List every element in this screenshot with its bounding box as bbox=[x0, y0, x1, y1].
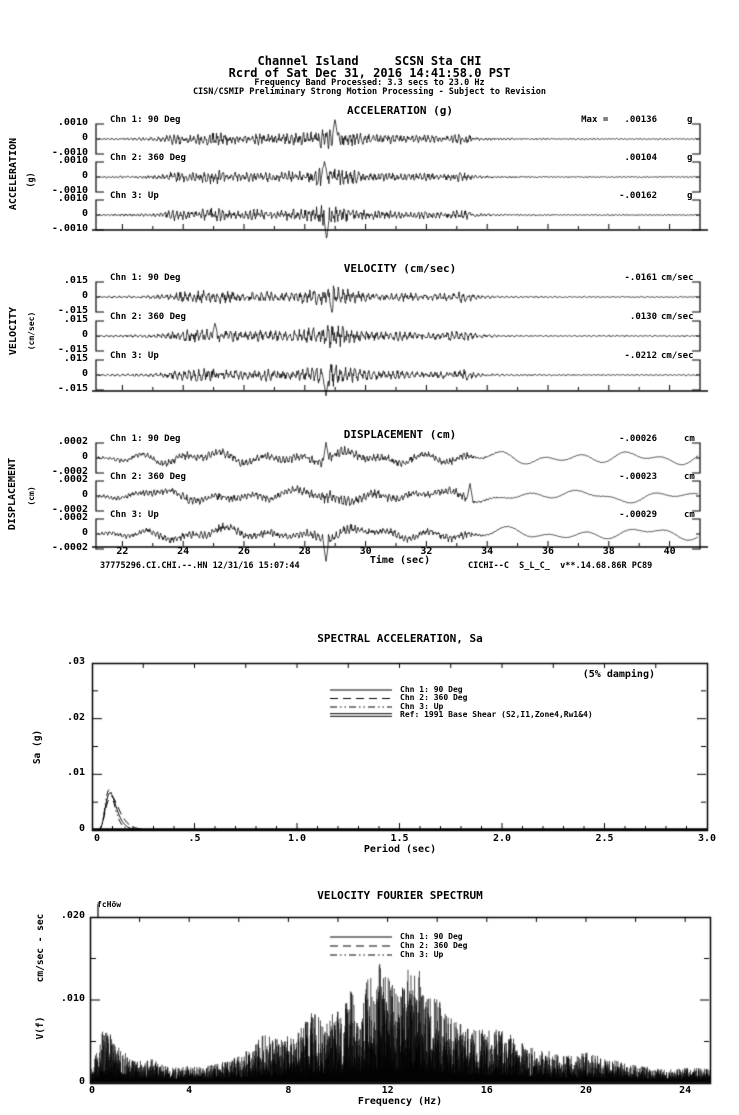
x-tick-label: 34 bbox=[481, 546, 494, 557]
y-tick-label: -.015 bbox=[57, 344, 88, 355]
legend-label: Chn 1: 90 Deg bbox=[400, 931, 463, 941]
processing-disclaimer: CISN/CSMIP Preliminary Strong Motion Processing - Subject to Revision bbox=[192, 87, 547, 97]
y-tick-label: -.015 bbox=[57, 383, 88, 394]
fourier-ylabel-fn: V(f) bbox=[35, 1016, 47, 1040]
x-tick-label: 2.0 bbox=[492, 833, 512, 844]
y-tick-label: -.0002 bbox=[51, 466, 88, 477]
y-tick-label: .02 bbox=[66, 711, 85, 723]
x-tick-label: 2.5 bbox=[595, 833, 614, 844]
y-tick-label: .020 bbox=[60, 910, 85, 921]
channel-label: Chn 2: 360 Deg bbox=[110, 312, 186, 322]
acceleration-title: ACCELERATION (g) bbox=[347, 104, 453, 117]
y-tick-label: -.0002 bbox=[51, 504, 88, 515]
x-tick-label: 12 bbox=[381, 1085, 394, 1096]
processing-code-footer: CICHI--C S_L_C_ v**.14.68.86R PC89 bbox=[468, 561, 653, 571]
acceleration-axis-unit: (g) bbox=[26, 172, 37, 188]
x-tick-label: 26 bbox=[237, 546, 251, 557]
fourier-plot-title: VELOCITY FOURIER SPECTRUM bbox=[317, 889, 483, 902]
peak-value-label: .00104 bbox=[624, 153, 657, 163]
x-tick-label: 36 bbox=[541, 546, 555, 557]
channel-label: Chn 3: Up bbox=[110, 191, 159, 201]
peak-unit-label: g bbox=[687, 153, 693, 163]
x-tick-label: 0 bbox=[93, 833, 101, 844]
legend-label: Chn 3: Up bbox=[400, 949, 444, 959]
displacement-title: DISPLACEMENT (cm) bbox=[343, 428, 457, 441]
channel-label: Chn 1: 90 Deg bbox=[110, 434, 181, 444]
y-tick-label: .0002 bbox=[57, 474, 88, 485]
peak-unit-label: cm/sec bbox=[661, 273, 694, 283]
station-title: Channel Island SCSN Sta CHI bbox=[257, 54, 482, 68]
y-tick-label: -.0010 bbox=[51, 223, 88, 234]
peak-unit-label: cm bbox=[684, 434, 695, 444]
x-tick-label: 40 bbox=[663, 546, 676, 557]
y-tick-label: 0 bbox=[78, 1076, 85, 1087]
y-tick-label: -.015 bbox=[57, 305, 88, 316]
velocity-title: VELOCITY (cm/sec) bbox=[343, 262, 457, 275]
damping-note: (5% damping) bbox=[582, 669, 655, 680]
x-tick-label: 38 bbox=[602, 546, 615, 557]
fc-corner-label: fcHöw bbox=[97, 900, 122, 909]
y-tick-label: 0 bbox=[81, 451, 88, 462]
y-tick-label: 0 bbox=[81, 368, 88, 379]
y-tick-label: -.0010 bbox=[51, 147, 88, 158]
sa-xlabel: Period (sec) bbox=[363, 844, 437, 855]
y-tick-label: .0010 bbox=[57, 117, 88, 128]
channel-label: Chn 3: Up bbox=[110, 351, 159, 361]
channel-label: Chn 1: 90 Deg bbox=[110, 273, 181, 283]
x-tick-label: 1.5 bbox=[390, 833, 409, 844]
y-tick-label: .01 bbox=[66, 767, 85, 779]
peak-value-label: -.0212 bbox=[624, 351, 657, 361]
legend-label: Chn 1: 90 Deg bbox=[400, 684, 463, 694]
record-id-footer: 37775296.CI.CHI.--.HN 12/31/16 15:07:44 bbox=[100, 561, 300, 571]
x-tick-label: 30 bbox=[359, 546, 372, 557]
y-tick-label: -.0010 bbox=[51, 185, 88, 196]
y-tick-label: .0002 bbox=[57, 436, 88, 447]
peak-value-label: -.00023 bbox=[619, 472, 657, 482]
peak-value-label: -.00162 bbox=[619, 191, 657, 201]
x-tick-label: 8 bbox=[285, 1085, 292, 1096]
y-tick-label: .0010 bbox=[57, 193, 88, 204]
peak-unit-label: cm bbox=[684, 510, 695, 520]
peak-unit-label: cm bbox=[684, 472, 695, 482]
y-tick-label: 0 bbox=[78, 823, 85, 834]
x-tick-label: 0 bbox=[88, 1085, 96, 1096]
x-tick-label: 3.0 bbox=[697, 833, 717, 844]
y-tick-label: 0 bbox=[81, 132, 88, 143]
y-tick-label: .0002 bbox=[57, 512, 88, 523]
y-tick-label: 0 bbox=[81, 170, 88, 181]
peak-unit-label: g bbox=[687, 115, 693, 125]
x-tick-label: 32 bbox=[420, 546, 433, 557]
x-tick-label: 4 bbox=[186, 1085, 193, 1096]
x-tick-label: 24 bbox=[679, 1085, 692, 1096]
x-tick-label: 28 bbox=[298, 546, 311, 557]
y-tick-label: 0 bbox=[81, 208, 88, 219]
legend-label: Chn 3: Up bbox=[400, 701, 444, 711]
legend-label: Chn 2: 360 Deg bbox=[400, 693, 468, 702]
y-tick-label: .015 bbox=[63, 314, 88, 325]
y-tick-label: 0 bbox=[81, 290, 88, 301]
velocity-axis-unit: (cm/sec) bbox=[26, 311, 36, 351]
fourier-xlabel: Frequency (Hz) bbox=[357, 1096, 443, 1107]
y-tick-label: .010 bbox=[60, 993, 85, 1004]
fourier-ylabel-units: cm/sec - sec bbox=[35, 913, 47, 983]
channel-label: Chn 1: 90 Deg bbox=[110, 115, 181, 125]
y-tick-label: .0010 bbox=[57, 155, 88, 166]
channel-label: Chn 3: Up bbox=[110, 510, 159, 520]
y-tick-label: 0 bbox=[81, 489, 88, 500]
velocity-axis-label: VELOCITY bbox=[7, 306, 19, 356]
x-tick-label: 16 bbox=[480, 1085, 493, 1096]
sa-ylabel: Sa (g) bbox=[32, 729, 44, 765]
y-tick-label: .03 bbox=[66, 656, 85, 667]
displacement-axis-unit: (cm) bbox=[26, 486, 36, 506]
y-tick-label: .015 bbox=[63, 275, 88, 286]
record-datetime: Rcrd of Sat Dec 31, 2016 14:41:58.0 PST bbox=[228, 66, 511, 80]
peak-unit-label: cm/sec bbox=[661, 312, 694, 322]
x-tick-label: 24 bbox=[177, 546, 190, 557]
acceleration-axis-label: ACCELERATION bbox=[7, 137, 19, 211]
x-tick-label: .5 bbox=[188, 833, 201, 844]
legend-label: Ref: 1991 Base Shear (S2,I1,Zone4,Rw1&4) bbox=[400, 709, 593, 719]
x-tick-label: 22 bbox=[116, 546, 129, 557]
peak-value-label: -.00029 bbox=[619, 510, 657, 520]
peak-value-label: -.00026 bbox=[619, 434, 657, 444]
legend-label: Chn 2: 360 Deg bbox=[400, 940, 468, 950]
channel-label: Chn 2: 360 Deg bbox=[110, 153, 186, 163]
peak-unit-label: g bbox=[687, 191, 693, 201]
displacement-axis-label: DISPLACEMENT bbox=[6, 457, 18, 531]
frequency-band-note: Frequency Band Processed: 3.3 secs to 23.0 Hz bbox=[254, 78, 485, 88]
y-tick-label: 0 bbox=[81, 527, 88, 538]
sa-plot-title: SPECTRAL ACCELERATION, Sa bbox=[317, 632, 483, 645]
x-tick-label: 20 bbox=[579, 1085, 593, 1096]
peak-value-label: .0130 bbox=[629, 312, 657, 322]
y-tick-label: .015 bbox=[63, 353, 88, 364]
peak-unit-label: cm/sec bbox=[661, 351, 694, 361]
y-tick-label: 0 bbox=[81, 329, 88, 340]
channel-label: Chn 2: 360 Deg bbox=[110, 472, 186, 482]
peak-value-label: -.0161 bbox=[624, 273, 657, 283]
time-axis-label: Time (sec) bbox=[369, 555, 431, 566]
peak-value-label: Max = .00136 bbox=[581, 115, 657, 125]
x-tick-label: 1.0 bbox=[287, 833, 307, 844]
y-tick-label: -.0002 bbox=[51, 542, 88, 553]
